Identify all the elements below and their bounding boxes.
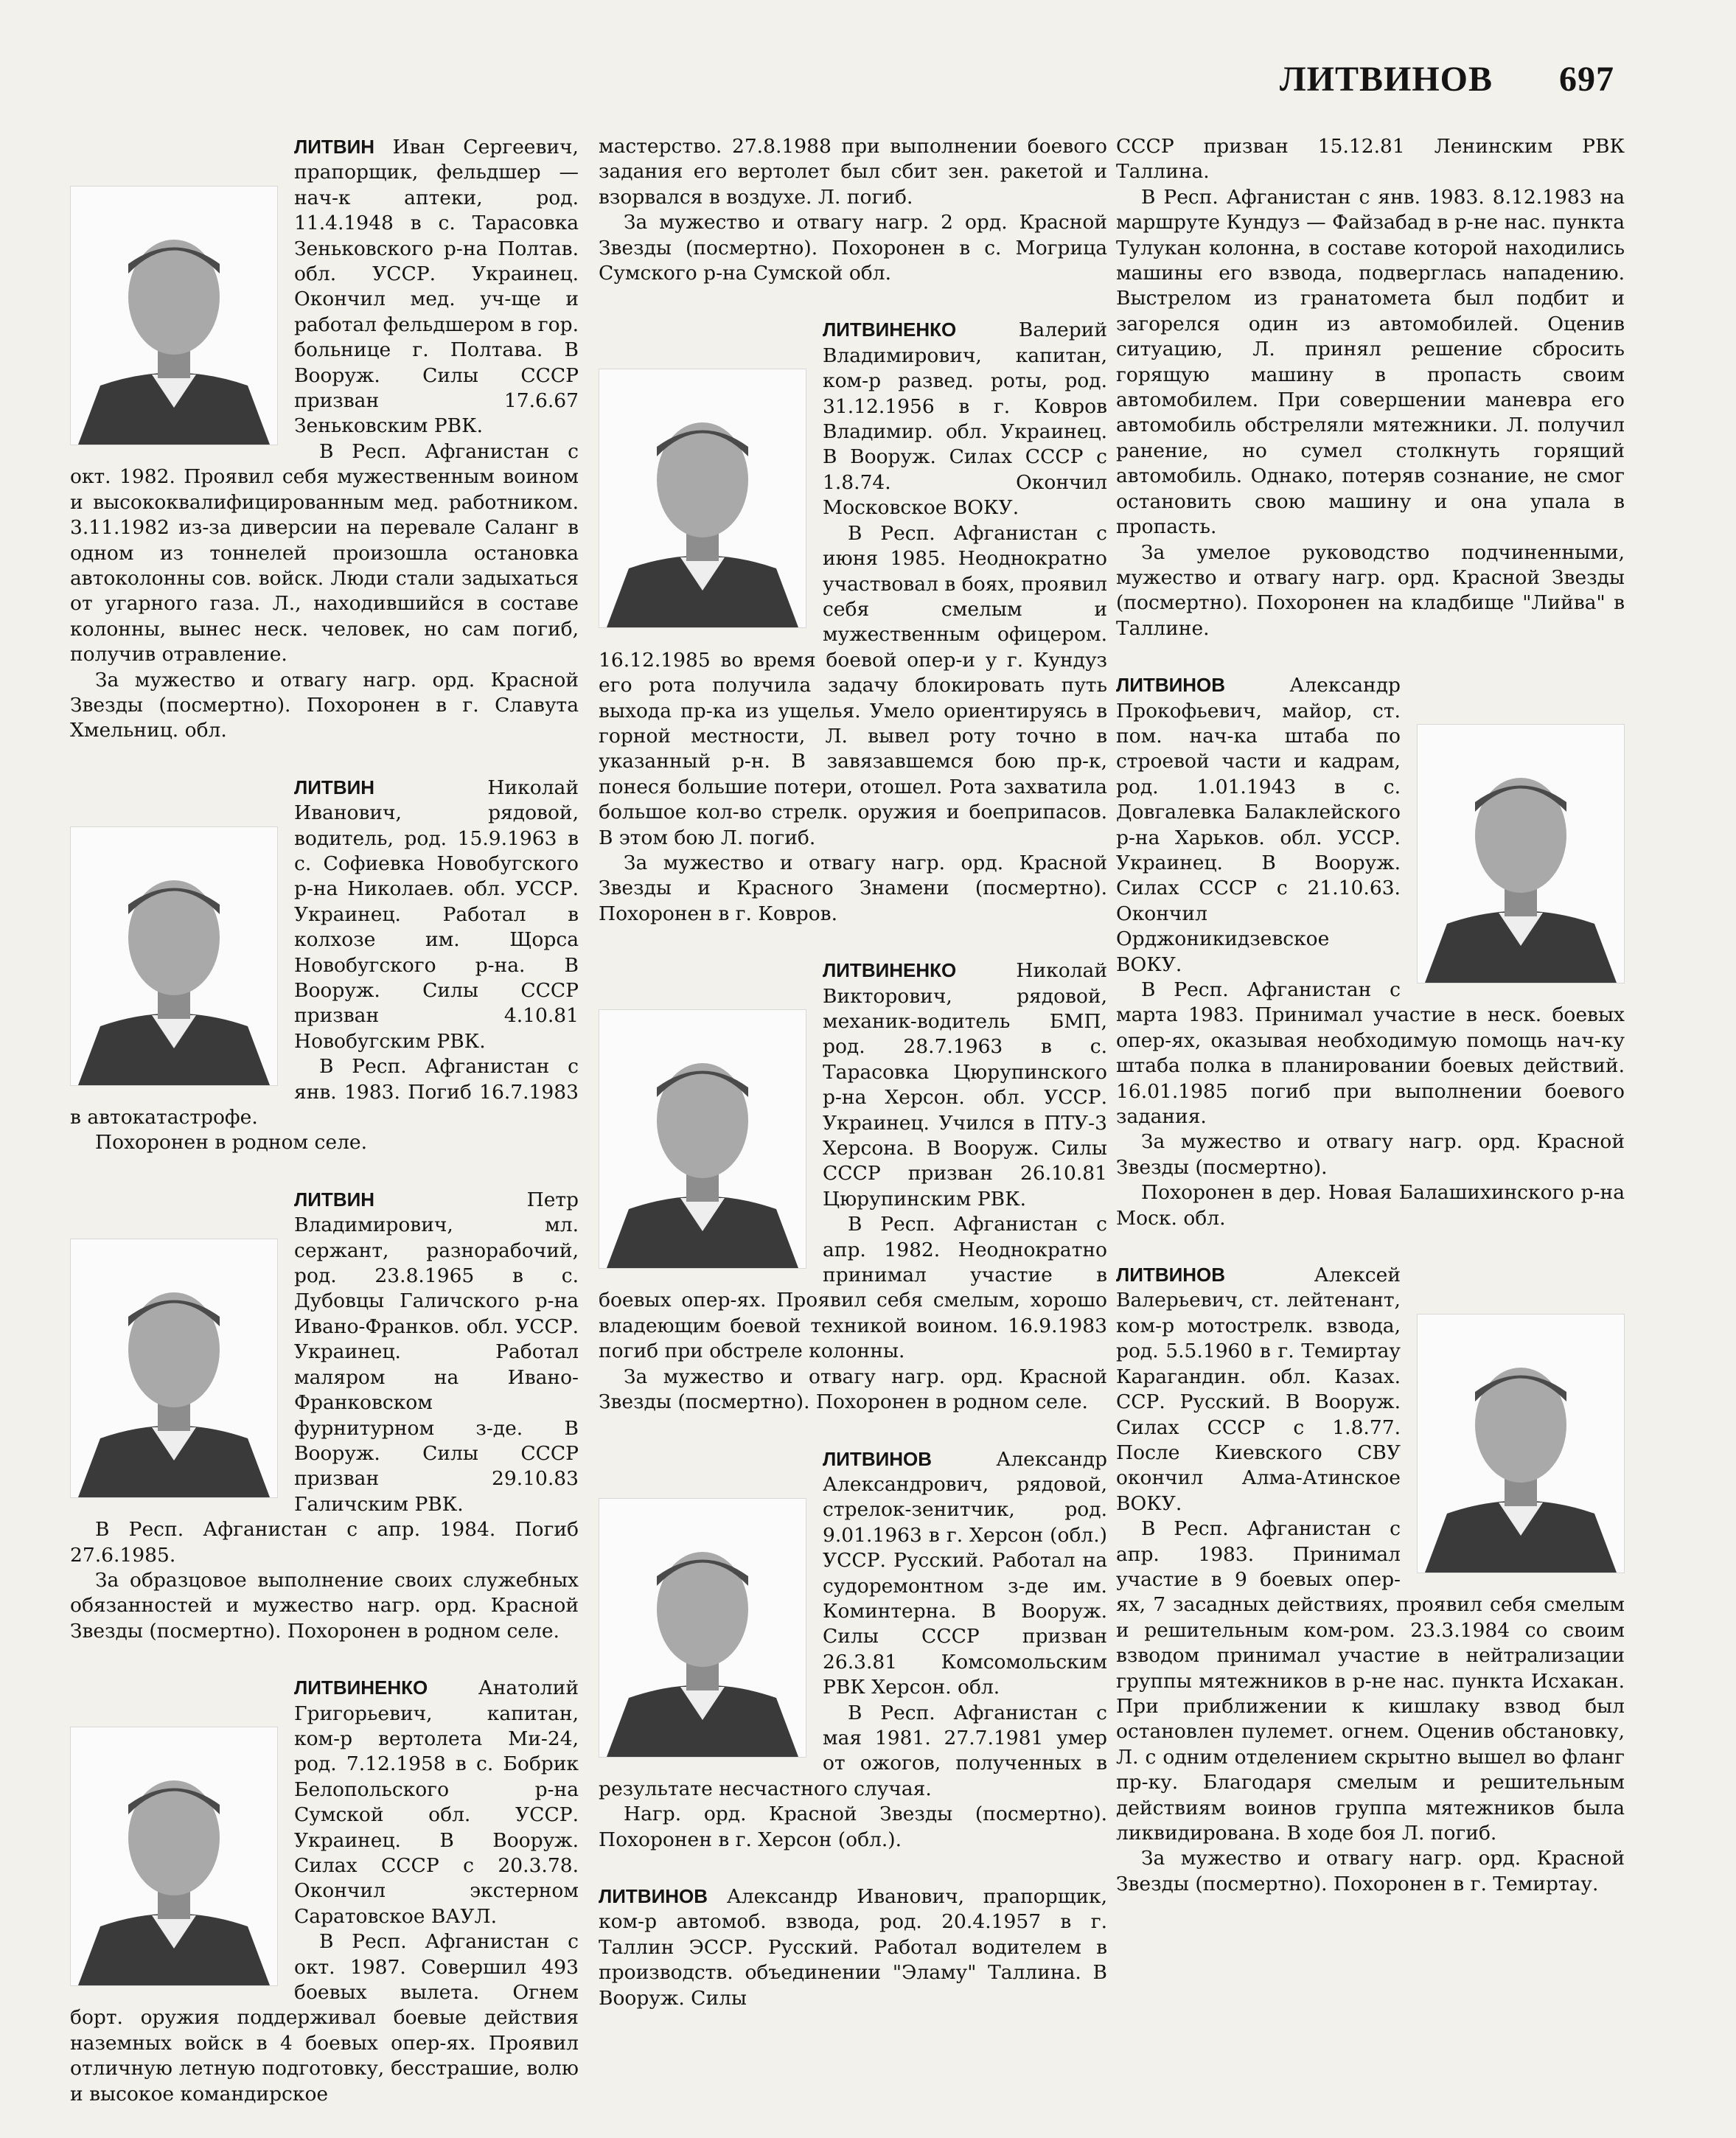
entry-paragraph: В Респ. Афганистан с окт. 1982. Проявил себя мужественным воином и высококвалифицированным мед. работником. 3.11.1982 из-за диверсии на перевале Саланг в одном из тоннелей произошла остановка автоколонны сов. войск. Люди стали задыхаться от угарного газа. Л., находившийся в составе колонны, вынес неск. человек, но сам погиб, получив отравление. [70,439,579,666]
portrait-figure [599,1010,806,1268]
entry-litvinov-aleksandr-i [599,1884,1107,2011]
entry-text: Анатолий Григорьевич, капитан, ком-р вертолета Ми-24, род. 7.12.1958 в с. Бобрик Белопольского р-на Сумской обл. УССР. Украинец. В Вооруж. Силах СССР с 20.3.78. Окончил экстерном Саратовское ВАУЛ. [294,1676,579,1928]
entry-surname: ЛИТВИНОВ [599,1885,708,1907]
entry-paragraph: За мужество и отвагу нагр. орд. Красной Звезды (посмертно). Похоронен в г. Славута Хмельниц. обл. [70,668,579,742]
portrait-figure [71,1727,277,1985]
entry-text: Алексей Валерьевич, ст. лейтенант, ком-р мотострелк. взвода, род. 5.5.1960 в г. Темиртау Карагандин. обл. Казах. ССР. Русский. В Вооруж. Силах СССР с 1.8.77. После Киевского СВУ окончил Алма-Атинское ВОКУ. [1116,1264,1401,1515]
entry-paragraph: За умелое руководство подчиненными, мужество и отвагу нагр. орд. Красной Звезды (посмертно). Похоронен на кладбище "Лийва" в Таллине. [1116,540,1625,640]
portrait-photo [1417,724,1625,983]
portrait-figure [1418,725,1624,983]
entry-paragraph: В Респ. Афганистан с янв. 1983. 8.12.1983 на маршруте Кундуз — Файзабад в р-не нас. пункта Тулукан колонна, в составе которой находились машины его взвода, подверглась нападению. Выстрелом из гранатомета был подбит и загорелся один из автомобилей. Оценив ситуацию, Л. принял решение сбросить горящую машину в пропасть своим автомобилем. При совершении маневра его автомобиль обстреляли мятежники. Л. получил ранение, но сумел столкнуть горящий автомобиль. Однако, потеряв сознание, не смог остановить свою машину и она упала в пропасть. [1116,185,1625,539]
entry-continuation [599,134,1107,286]
entry-paragraph: За мужество и отвагу нагр. орд. Красной Звезды (посмертно). Похоронен в г. Темиртау. [1116,1847,1625,1895]
entry-paragraph: Нагр. орд. Красной Звезды (посмертно). Похоронен в г. Херсон (обл.). [599,1803,1107,1851]
portrait-photo [70,826,278,1086]
entry-paragraph: СССР призван 15.12.81 Ленинским РВК Таллина. [1116,135,1625,184]
portrait-figure [1418,1315,1624,1573]
entry-paragraph: В Респ. Афганистан с мая 1981. 27.7.1981 умер от ожогов, полученных в результате несчастного случая. [599,1701,1107,1800]
entry-text: Александр Прокофьевич, майор, ст. пом. нач-ка штаба по строевой части и кадрам, род. 1.01.1943 в с. Довгалевка Балаклейского р-на Харьков. обл. УССР. Украинец. В Вооруж. Силах СССР с 21.10.63. Окончил Орджоникидзевское ВОКУ. [1116,674,1401,976]
entry-paragraph: В Респ. Афганистан с апр. 1982. Неоднократно принимал участие в боевых опер-ях. Проявил себя смелым, хорошо владеющим боевой техникой воином. 16.9.1983 погиб при обстреле колонны. [599,1213,1107,1363]
entry-litvin-ivan [70,134,579,744]
entry-paragraph: За мужество и отвагу нагр. 2 орд. Красной Звезды (посмертно). Похоронен в с. Могрица Сумского р-на Сумской обл. [599,211,1107,285]
entry-paragraph: Похоронен в родном селе. [95,1131,368,1155]
entry-text: Петр Владимирович, мл. сержант, разнорабочий, род. 23.8.1965 в с. Дубовцы Галичского р-на Ивано-Франков. обл. УССР. Украинец. Работал маляром на Ивано-Франковском фурнитурном з-де. В Вооруж. Силы СССР призван 29.10.83 Галичским РВК. [294,1188,579,1516]
entry-surname: ЛИТВИН [294,1188,375,1211]
entry-surname: ЛИТВИНОВ [1116,674,1226,697]
entry-surname: ЛИТВИНЕНКО [823,318,957,341]
entry-text: Николай Викторович, рядовой, механик-водитель БМП, род. 28.7.1963 в с. Тарасовка Цюрупинского р-на Херсон. обл. УССР. Украинец. Учился в ПТУ-3 Херсона. В Вооруж. Силы СССР призван 26.10.81 Цюрупинским РВК. [823,959,1107,1211]
portrait-photo [599,369,806,628]
entry-litvin-nikolai [70,775,579,1156]
column-1 [70,134,579,2138]
entry-paragraph: В Респ. Афганистан с янв. 1983. Погиб 16.7.1983 в автокатастрофе. [70,1055,579,1129]
entry-litvinenko-valery [599,317,1107,927]
portrait-photo [599,1498,806,1758]
portrait-photo [1417,1314,1625,1573]
entry-surname: ЛИТВИН [294,136,375,158]
entry-text: Валерий Владимирович, капитан, ком-р развед. роты, род. 31.12.1956 в г. Ковров Владимир. обл. Украинец. В Вооруж. Силах СССР с 1.8.74. Окончил Московское ВОКУ. [823,318,1107,520]
entry-paragraph: За образцовое выполнение своих служебных обязанностей и мужество нагр. орд. Красной Звезды (посмертно). Похоронен в родном селе. [70,1568,579,1643]
entry-paragraph: В Респ. Афганистан с апр. 1983. Принимал участие в 9 боевых опер-ях, 7 засадных действиях, проявил себя смелым и решительным ком-ром. 23.3.1984 со своим взводом принимал участие в нейтрализации группы мятежников в р-не нас. пункта Исхакан. При приближении к кишлаку взвод был остановлен пулемет. огнем. Оценив обстановку, Л. с одним отделением скрытно вышел во фланг пр-ку. Благодаря смелым и решительным действиям воинов группа мятежников была ликвидирована. В ходе боя Л. погиб. [1116,1517,1625,1845]
entry-surname: ЛИТВИНОВ [1116,1264,1226,1286]
entry-surname: ЛИТВИНЕНКО [823,959,957,982]
entry-paragraph: За мужество и отвагу нагр. орд. Красной Звезды (посмертно). Похоронен в родном селе. [599,1365,1107,1414]
entry-paragraph: Похоронен в дер. Новая Балашихинского р-на Моск. обл. [1116,1181,1625,1230]
entry-litvinenko-anatoly [70,1675,579,2107]
entry-text: Александр Иванович, прапорщик, ком-р автомоб. взвода, род. 20.4.1957 в г. Таллин ЭССР. Русский. Работал водителем в производств. объединении "Эламу" Таллина. В Вооруж. Силы [599,1885,1107,2010]
portrait-figure [71,1239,277,1497]
entry-text: Иван Сергеевич, прапорщик, фельдшер — нач-к аптеки, род. 11.4.1948 в с. Тарасовка Зеньковского р-на Полтав. обл. УССР. Украинец. Окончил мед. уч-ще и работал фельдшером в гор. больнице г. Полтава. В Вооруж. Силы СССР призван 17.6.67 Зеньковским РВК. [294,136,579,438]
entry-litvinov-aleksei [1116,1262,1625,1897]
entry-continuation [1116,134,1625,641]
portrait-photo [599,1009,806,1269]
entry-lead [599,1884,1107,2011]
entry-paragraph: За мужество и отвагу нагр. орд. Красной Звезды (посмертно). [1116,1130,1625,1179]
portrait-figure [599,369,806,627]
entry-litvinov-aleksandr-p [1116,672,1625,1231]
entry-paragraph: мастерство. 27.8.1988 при выполнении боевого задания его вертолет был сбит зен. ракетой и взорвался в воздухе. Л. погиб. [599,135,1107,209]
column-2 [599,134,1107,2042]
entry-paragraph: В Респ. Афганистан с окт. 1987. Совершил 493 боевых вылета. Огнем борт. оружия поддерживал боевые действия наземных войск в 4 боевых опер-ях. Проявил отличную летную подготовку, бесстрашие, волю и высокое командирское [70,1930,579,2106]
portrait-photo [70,186,278,445]
portrait-figure [599,1499,806,1757]
entry-surname: ЛИТВИНЕНКО [294,1676,428,1699]
entry-paragraph: В Респ. Афганистан с июня 1985. Неоднократно участвовал в боях, проявил себя смелым и мужественным офицером. 16.12.1985 во время боевой опер-и у г. Кундуз его рота получила задачу блокировать путь выхода пр-ка из ущелья. Умело ориентируясь в горной местности, Л. вывел роту точно в указанный р-н. В завязавшемся бою пр-к, понеся большие потери, отошел. Рота захватила большое кол-во стрелк. оружия и боеприпасов. В этом бою Л. погиб. [599,521,1107,849]
column-3 [1116,134,1625,1928]
portrait-photo [70,1239,278,1498]
portrait-figure [71,827,277,1085]
entry-paragraph: За мужество и отвагу нагр. орд. Красной Звезды и Красного Знамени (посмертно). Похоронен в г. Ковров. [599,851,1107,925]
page-number: 697 [1559,60,1614,99]
entry-litvinov-aleksandr-a [599,1446,1107,1853]
entry-paragraph: В Респ. Афганистан с марта 1983. Принимал участие в неск. боевых опер-ях, оказывая необходимую помощь нач-ку штаба полка в планировании боевых действий. 16.01.1985 погиб при выполнении боевого задания. [1116,978,1625,1129]
entry-text: Николай Иванович, рядовой, водитель, род. 15.9.1963 в с. Софиевка Новобугского р-на Николаев. обл. УССР. Украинец. Работал в колхозе им. Щорса Новобугского р-на. В Вооруж. Силы СССР призван 4.10.81 Новобугским РВК. [294,776,579,1053]
entry-paragraph: В Респ. Афганистан с апр. 1984. Погиб 27.6.1985. [70,1518,579,1567]
running-head [1280,59,1614,100]
entry-surname: ЛИТВИН [294,776,375,798]
portrait-photo [70,1727,278,1986]
entry-litvin-petr [70,1187,579,1644]
portrait-figure [71,187,277,445]
entry-text: Александр Александрович, рядовой, стрелок-зенитчик, род. 9.01.1963 в г. Херсон (обл.) УССР. Русский. Работал на судоремонтном з-де им. Коминтерна. В Вооруж. Силы СССР призван 26.3.81 Комсомольским РВК Херсон. обл. [823,1447,1107,1699]
running-head-title: ЛИТВИНОВ [1279,60,1493,99]
entry-litvinenko-nikolai [599,958,1107,1415]
entry-surname: ЛИТВИНОВ [823,1447,933,1470]
